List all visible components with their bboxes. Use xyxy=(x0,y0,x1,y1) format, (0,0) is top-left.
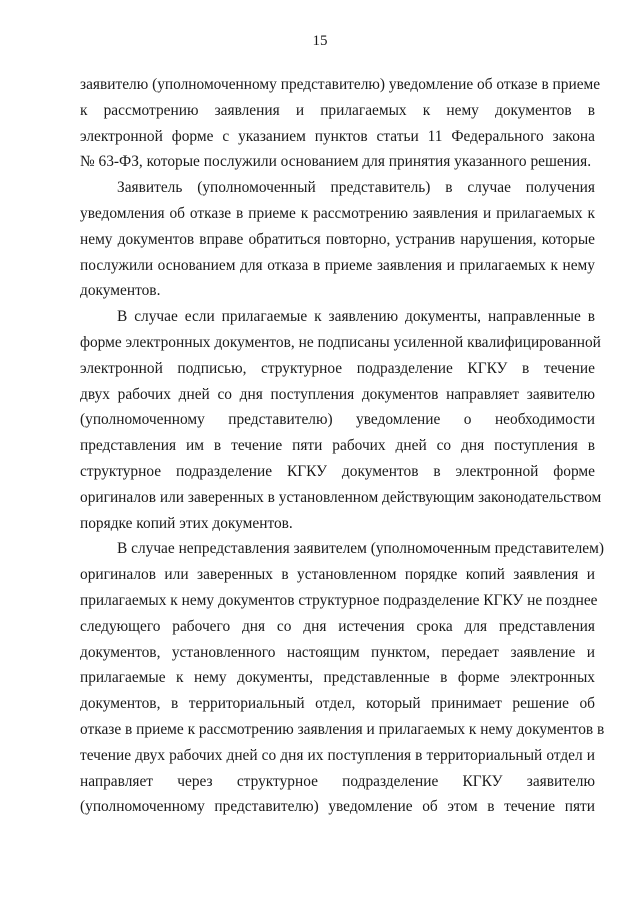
text-line: направляет через структурное подразделение КГКУ заявителю xyxy=(80,772,595,790)
text-line: заявителю (уполномоченному представителю) уведомление об отказе в приеме xyxy=(80,76,601,93)
paragraph xyxy=(80,304,602,536)
text-line: двух рабочих дней со дня поступления документов направляет заявителю xyxy=(80,385,595,403)
text-line: порядке копий этих документов. xyxy=(80,514,293,532)
text-line: к рассмотрению заявления и прилагаемых к нему документов в xyxy=(80,101,595,119)
text-line: отказе в приеме к рассмотрению заявления и прилагаемых к нему документов в xyxy=(80,720,605,738)
text-line: следующего рабочего дня со дня истечения срока для представления xyxy=(80,617,595,635)
paragraph xyxy=(80,175,595,304)
text-line: форме электронных документов, не подписаны усиленной квалифицированной xyxy=(80,333,601,351)
document-body xyxy=(80,72,605,820)
text-line: представления им в течение пяти рабочих дней со дня поступления в xyxy=(80,437,595,455)
text-line: документов, в территориальный отдел, который принимает решение об xyxy=(80,695,595,713)
text-line: прилагаемые к нему документы, представленные в форме электронных xyxy=(80,669,595,687)
text-line: структурное подразделение КГКУ документов в электронной форме xyxy=(80,462,595,480)
text-line: оригиналов или заверенных в установленном действующим законодательством xyxy=(80,488,602,506)
text-line: электронной подписью, структурное подразделение КГКУ в течение xyxy=(80,359,595,377)
text-line: Заявитель (уполномоченный представитель) в случае получения xyxy=(117,179,595,197)
text-line: течение двух рабочих дней со дня их поступления в территориальный отдел и xyxy=(80,746,595,764)
text-line: уведомления об отказе в приеме к рассмотрению заявления и прилагаемых к xyxy=(80,204,595,222)
text-line: № 63-ФЗ, которые послужили основанием для принятия указанного решения. xyxy=(80,153,592,171)
text-line: В случае если прилагаемые к заявлению документы, направленные в xyxy=(117,308,595,326)
paragraph xyxy=(80,536,605,820)
text-line: послужили основанием для отказа в приеме заявления и прилагаемых к нему xyxy=(80,256,595,274)
text-line: документов, установленного настоящим пунктом, передает заявление и xyxy=(80,643,595,661)
text-line: прилагаемых к нему документов структурное подразделение КГКУ не позднее xyxy=(80,591,598,609)
text-line: (уполномоченному представителю) уведомление об этом в течение пяти xyxy=(80,798,595,816)
text-line: электронной форме с указанием пунктов статьи 11 Федерального закона xyxy=(80,127,595,145)
text-line: оригиналов или заверенных в установленном порядке копий заявления и xyxy=(80,566,595,584)
text-line: (уполномоченному представителю) уведомление о необходимости xyxy=(80,411,595,429)
text-line: документов. xyxy=(80,282,161,300)
paragraph xyxy=(80,72,601,175)
text-line: В случае непредставления заявителем (уполномоченным представителем) xyxy=(117,540,605,558)
page-number: 15 xyxy=(312,33,328,49)
text-line: нему документов вправе обратиться повторно, устранив нарушения, которые xyxy=(80,230,595,248)
